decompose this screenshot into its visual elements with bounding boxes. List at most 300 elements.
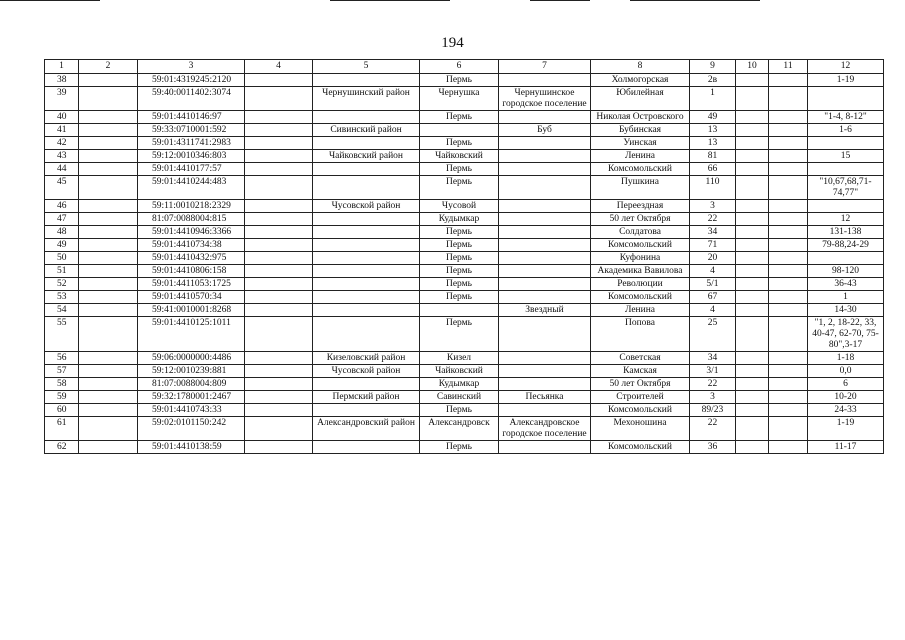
house-number-cell: 22 bbox=[690, 378, 736, 391]
column-header-10: 10 bbox=[736, 60, 769, 74]
col-4-cell bbox=[245, 441, 313, 454]
cadastral-number-cell: 59:01:4410734:38 bbox=[138, 239, 245, 252]
column-header-3: 3 bbox=[138, 60, 245, 74]
cadastral-number-cell: 59:41:0010001:8268 bbox=[138, 304, 245, 317]
col-11-cell bbox=[769, 124, 808, 137]
street-cell: Революции bbox=[591, 278, 690, 291]
col-2-cell bbox=[79, 404, 138, 417]
apartments-cell: 1 bbox=[808, 291, 884, 304]
col-4-cell bbox=[245, 417, 313, 441]
row-number-cell: 51 bbox=[45, 265, 79, 278]
locality-cell: Чернушка bbox=[420, 87, 499, 111]
row-number-cell: 57 bbox=[45, 365, 79, 378]
district-cell bbox=[313, 163, 420, 176]
col-2-cell bbox=[79, 265, 138, 278]
cadastral-number-cell: 59:01:4410138:59 bbox=[138, 441, 245, 454]
locality-cell: Пермь bbox=[420, 265, 499, 278]
col-10-cell bbox=[736, 304, 769, 317]
col-11-cell bbox=[769, 200, 808, 213]
col-4-cell bbox=[245, 213, 313, 226]
col-11-cell bbox=[769, 404, 808, 417]
house-number-cell: 66 bbox=[690, 163, 736, 176]
settlement-cell bbox=[499, 317, 591, 352]
col-11-cell bbox=[769, 137, 808, 150]
col-4-cell bbox=[245, 265, 313, 278]
settlement-cell bbox=[499, 252, 591, 265]
column-header-9: 9 bbox=[690, 60, 736, 74]
col-11-cell bbox=[769, 87, 808, 111]
cadastral-number-cell: 59:02:0101150:242 bbox=[138, 417, 245, 441]
col-4-cell bbox=[245, 352, 313, 365]
row-number-cell: 54 bbox=[45, 304, 79, 317]
apartments-cell: 0,0 bbox=[808, 365, 884, 378]
col-2-cell bbox=[79, 239, 138, 252]
house-number-cell: 13 bbox=[690, 124, 736, 137]
locality-cell bbox=[420, 124, 499, 137]
col-2-cell bbox=[79, 111, 138, 124]
col-4-cell bbox=[245, 365, 313, 378]
row-number-cell: 53 bbox=[45, 291, 79, 304]
cadastral-number-cell: 59:01:4410806:158 bbox=[138, 265, 245, 278]
col-11-cell bbox=[769, 213, 808, 226]
locality-cell: Пермь bbox=[420, 441, 499, 454]
apartments-cell bbox=[808, 137, 884, 150]
table-row bbox=[45, 391, 884, 404]
col-2-cell bbox=[79, 352, 138, 365]
table-row bbox=[45, 278, 884, 291]
col-4-cell bbox=[245, 163, 313, 176]
house-number-cell: 49 bbox=[690, 111, 736, 124]
row-number-cell: 43 bbox=[45, 150, 79, 163]
column-header-12: 12 bbox=[808, 60, 884, 74]
cadastral-number-cell: 59:01:4410743:33 bbox=[138, 404, 245, 417]
district-cell bbox=[313, 304, 420, 317]
settlement-cell bbox=[499, 150, 591, 163]
locality-cell: Пермь bbox=[420, 111, 499, 124]
table-row bbox=[45, 317, 884, 352]
cadastral-number-cell: 81:07:0088004:809 bbox=[138, 378, 245, 391]
street-cell: Куфонина bbox=[591, 252, 690, 265]
district-cell bbox=[313, 291, 420, 304]
apartments-cell: 98-120 bbox=[808, 265, 884, 278]
col-11-cell bbox=[769, 317, 808, 352]
col-10-cell bbox=[736, 200, 769, 213]
apartments-cell: 12 bbox=[808, 213, 884, 226]
row-number-cell: 49 bbox=[45, 239, 79, 252]
street-cell: Мехоношина bbox=[591, 417, 690, 441]
district-cell bbox=[313, 137, 420, 150]
locality-cell: Пермь bbox=[420, 317, 499, 352]
settlement-cell bbox=[499, 213, 591, 226]
apartments-cell: 1-6 bbox=[808, 124, 884, 137]
apartments-cell: 1-19 bbox=[808, 74, 884, 87]
district-cell bbox=[313, 265, 420, 278]
col-2-cell bbox=[79, 137, 138, 150]
settlement-cell bbox=[499, 365, 591, 378]
table-row bbox=[45, 87, 884, 111]
col-10-cell bbox=[736, 176, 769, 200]
table-row bbox=[45, 200, 884, 213]
col-10-cell bbox=[736, 239, 769, 252]
locality-cell: Пермь bbox=[420, 137, 499, 150]
street-cell: Юбилейная bbox=[591, 87, 690, 111]
settlement-cell bbox=[499, 111, 591, 124]
table-row bbox=[45, 176, 884, 200]
apartments-cell: "1, 2, 18-22, 33, 40-47, 62-70, 75-80",3-17 bbox=[808, 317, 884, 352]
col-4-cell bbox=[245, 252, 313, 265]
settlement-cell: Александровское городское поселение bbox=[499, 417, 591, 441]
col-2-cell bbox=[79, 291, 138, 304]
column-header-4: 4 bbox=[245, 60, 313, 74]
district-cell bbox=[313, 278, 420, 291]
col-4-cell bbox=[245, 111, 313, 124]
locality-cell: Пермь bbox=[420, 291, 499, 304]
col-11-cell bbox=[769, 417, 808, 441]
row-number-cell: 42 bbox=[45, 137, 79, 150]
col-11-cell bbox=[769, 391, 808, 404]
row-number-cell: 40 bbox=[45, 111, 79, 124]
settlement-cell: Буб bbox=[499, 124, 591, 137]
col-2-cell bbox=[79, 226, 138, 239]
row-number-cell: 52 bbox=[45, 278, 79, 291]
locality-cell: Чайковский bbox=[420, 150, 499, 163]
street-cell: Ленина bbox=[591, 150, 690, 163]
cadastral-number-cell: 59:01:4410946:3366 bbox=[138, 226, 245, 239]
col-2-cell bbox=[79, 278, 138, 291]
col-2-cell bbox=[79, 150, 138, 163]
col-11-cell bbox=[769, 378, 808, 391]
col-2-cell bbox=[79, 74, 138, 87]
col-2-cell bbox=[79, 417, 138, 441]
locality-cell: Кудымкар bbox=[420, 378, 499, 391]
house-number-cell: 36 bbox=[690, 441, 736, 454]
col-10-cell bbox=[736, 111, 769, 124]
col-11-cell bbox=[769, 74, 808, 87]
col-2-cell bbox=[79, 304, 138, 317]
col-2-cell bbox=[79, 163, 138, 176]
table-row bbox=[45, 74, 884, 87]
apartments-cell bbox=[808, 163, 884, 176]
apartments-cell bbox=[808, 252, 884, 265]
district-cell bbox=[313, 74, 420, 87]
cadastral-number-cell: 59:06:0000000:4486 bbox=[138, 352, 245, 365]
settlement-cell bbox=[499, 441, 591, 454]
col-4-cell bbox=[245, 304, 313, 317]
col-11-cell bbox=[769, 163, 808, 176]
district-cell bbox=[313, 252, 420, 265]
settlement-cell: Звездный bbox=[499, 304, 591, 317]
col-10-cell bbox=[736, 87, 769, 111]
row-number-cell: 41 bbox=[45, 124, 79, 137]
locality-cell: Пермь bbox=[420, 74, 499, 87]
col-4-cell bbox=[245, 137, 313, 150]
house-number-cell: 13 bbox=[690, 137, 736, 150]
cadastral-number-cell: 59:01:4410177:57 bbox=[138, 163, 245, 176]
house-number-cell: 34 bbox=[690, 352, 736, 365]
col-10-cell bbox=[736, 391, 769, 404]
col-4-cell bbox=[245, 317, 313, 352]
col-2-cell bbox=[79, 378, 138, 391]
table-row bbox=[45, 213, 884, 226]
cadastral-number-cell: 81:07:0088004:815 bbox=[138, 213, 245, 226]
house-number-cell: 1 bbox=[690, 87, 736, 111]
street-cell: Академика Вавилова bbox=[591, 265, 690, 278]
locality-cell: Пермь bbox=[420, 226, 499, 239]
col-10-cell bbox=[736, 265, 769, 278]
table-row bbox=[45, 365, 884, 378]
settlement-cell bbox=[499, 239, 591, 252]
apartments-cell: 24-33 bbox=[808, 404, 884, 417]
house-number-cell: 3/1 bbox=[690, 365, 736, 378]
row-number-cell: 39 bbox=[45, 87, 79, 111]
locality-cell bbox=[420, 304, 499, 317]
settlement-cell: Песьянка bbox=[499, 391, 591, 404]
table-row bbox=[45, 378, 884, 391]
district-cell bbox=[313, 226, 420, 239]
col-2-cell bbox=[79, 213, 138, 226]
settlement-cell bbox=[499, 226, 591, 239]
street-cell: Камская bbox=[591, 365, 690, 378]
table-row bbox=[45, 226, 884, 239]
table-row bbox=[45, 417, 884, 441]
table-row bbox=[45, 150, 884, 163]
col-2-cell bbox=[79, 252, 138, 265]
column-header-11: 11 bbox=[769, 60, 808, 74]
row-number-cell: 48 bbox=[45, 226, 79, 239]
settlement-cell: Чернушинское городское поселение bbox=[499, 87, 591, 111]
cadastral-number-cell: 59:01:4410244:483 bbox=[138, 176, 245, 200]
col-10-cell bbox=[736, 226, 769, 239]
col-4-cell bbox=[245, 278, 313, 291]
settlement-cell bbox=[499, 352, 591, 365]
col-2-cell bbox=[79, 317, 138, 352]
col-4-cell bbox=[245, 124, 313, 137]
settlement-cell bbox=[499, 378, 591, 391]
col-10-cell bbox=[736, 150, 769, 163]
street-cell: Советская bbox=[591, 352, 690, 365]
page-number: 194 bbox=[441, 35, 464, 51]
district-cell bbox=[313, 404, 420, 417]
street-cell: Попова bbox=[591, 317, 690, 352]
district-cell bbox=[313, 239, 420, 252]
apartments-cell: 15 bbox=[808, 150, 884, 163]
cadastral-number-cell: 59:40:0011402:3074 bbox=[138, 87, 245, 111]
col-11-cell bbox=[769, 150, 808, 163]
row-number-cell: 58 bbox=[45, 378, 79, 391]
col-4-cell bbox=[245, 200, 313, 213]
col-10-cell bbox=[736, 365, 769, 378]
apartments-cell bbox=[808, 87, 884, 111]
col-10-cell bbox=[736, 252, 769, 265]
register-table bbox=[44, 59, 884, 454]
col-11-cell bbox=[769, 252, 808, 265]
apartments-cell: 11-17 bbox=[808, 441, 884, 454]
col-4-cell bbox=[245, 391, 313, 404]
settlement-cell bbox=[499, 163, 591, 176]
street-cell: Комсомольский bbox=[591, 239, 690, 252]
row-number-cell: 62 bbox=[45, 441, 79, 454]
settlement-cell bbox=[499, 74, 591, 87]
locality-cell: Савинский bbox=[420, 391, 499, 404]
col-4-cell bbox=[245, 176, 313, 200]
col-11-cell bbox=[769, 291, 808, 304]
col-11-cell bbox=[769, 352, 808, 365]
house-number-cell: 5/1 bbox=[690, 278, 736, 291]
apartments-cell: 1-18 bbox=[808, 352, 884, 365]
table-row bbox=[45, 291, 884, 304]
locality-cell: Кудымкар bbox=[420, 213, 499, 226]
row-number-cell: 61 bbox=[45, 417, 79, 441]
apartments-cell: 131-138 bbox=[808, 226, 884, 239]
header-row bbox=[45, 60, 884, 74]
cadastral-number-cell: 59:01:4311741:2983 bbox=[138, 137, 245, 150]
col-11-cell bbox=[769, 265, 808, 278]
table-row bbox=[45, 352, 884, 365]
col-10-cell bbox=[736, 163, 769, 176]
apartments-cell: 36-43 bbox=[808, 278, 884, 291]
col-2-cell bbox=[79, 441, 138, 454]
col-4-cell bbox=[245, 87, 313, 111]
house-number-cell: 22 bbox=[690, 213, 736, 226]
col-10-cell bbox=[736, 352, 769, 365]
settlement-cell bbox=[499, 404, 591, 417]
cadastral-number-cell: 59:01:4319245:2120 bbox=[138, 74, 245, 87]
district-cell: Александровский район bbox=[313, 417, 420, 441]
col-10-cell bbox=[736, 441, 769, 454]
col-10-cell bbox=[736, 291, 769, 304]
street-cell: Николая Островского bbox=[591, 111, 690, 124]
street-cell: Комсомольский bbox=[591, 404, 690, 417]
row-number-cell: 45 bbox=[45, 176, 79, 200]
col-11-cell bbox=[769, 176, 808, 200]
settlement-cell bbox=[499, 137, 591, 150]
table-row bbox=[45, 124, 884, 137]
cadastral-number-cell: 59:01:4410432:975 bbox=[138, 252, 245, 265]
settlement-cell bbox=[499, 176, 591, 200]
apartments-cell: 14-30 bbox=[808, 304, 884, 317]
district-cell bbox=[313, 176, 420, 200]
col-10-cell bbox=[736, 404, 769, 417]
table-row bbox=[45, 265, 884, 278]
locality-cell: Пермь bbox=[420, 163, 499, 176]
col-10-cell bbox=[736, 124, 769, 137]
district-cell: Чусовской район bbox=[313, 200, 420, 213]
locality-cell: Пермь bbox=[420, 252, 499, 265]
house-number-cell: 89/23 bbox=[690, 404, 736, 417]
locality-cell: Пермь bbox=[420, 278, 499, 291]
col-11-cell bbox=[769, 365, 808, 378]
locality-cell: Чусовой bbox=[420, 200, 499, 213]
district-cell: Кизеловский район bbox=[313, 352, 420, 365]
col-2-cell bbox=[79, 87, 138, 111]
row-number-cell: 50 bbox=[45, 252, 79, 265]
house-number-cell: 20 bbox=[690, 252, 736, 265]
settlement-cell bbox=[499, 278, 591, 291]
locality-cell: Кизел bbox=[420, 352, 499, 365]
street-cell: Холмогорская bbox=[591, 74, 690, 87]
table-row bbox=[45, 111, 884, 124]
street-cell: Бубинская bbox=[591, 124, 690, 137]
table-row bbox=[45, 441, 884, 454]
apartments-cell: "10,67,68,71-74,77" bbox=[808, 176, 884, 200]
col-4-cell bbox=[245, 378, 313, 391]
district-cell: Сивинский район bbox=[313, 124, 420, 137]
house-number-cell: 4 bbox=[690, 265, 736, 278]
table-row bbox=[45, 163, 884, 176]
cadastral-number-cell: 59:12:0010346:803 bbox=[138, 150, 245, 163]
col-4-cell bbox=[245, 404, 313, 417]
settlement-cell bbox=[499, 265, 591, 278]
district-cell bbox=[313, 111, 420, 124]
street-cell: Пушкина bbox=[591, 176, 690, 200]
house-number-cell: 22 bbox=[690, 417, 736, 441]
settlement-cell bbox=[499, 291, 591, 304]
row-number-cell: 38 bbox=[45, 74, 79, 87]
table-row bbox=[45, 137, 884, 150]
column-header-6: 6 bbox=[420, 60, 499, 74]
street-cell: Переездная bbox=[591, 200, 690, 213]
col-11-cell bbox=[769, 278, 808, 291]
col-10-cell bbox=[736, 137, 769, 150]
column-header-1: 1 bbox=[45, 60, 79, 74]
district-cell: Чайковский район bbox=[313, 150, 420, 163]
col-10-cell bbox=[736, 74, 769, 87]
district-cell bbox=[313, 317, 420, 352]
street-cell: Солдатова bbox=[591, 226, 690, 239]
house-number-cell: 2в bbox=[690, 74, 736, 87]
settlement-cell bbox=[499, 200, 591, 213]
locality-cell: Пермь bbox=[420, 239, 499, 252]
street-cell: Комсомольский bbox=[591, 163, 690, 176]
locality-cell: Чайковский bbox=[420, 365, 499, 378]
cadastral-number-cell: 59:33:0710001:592 bbox=[138, 124, 245, 137]
top-rule bbox=[0, 0, 905, 1]
row-number-cell: 47 bbox=[45, 213, 79, 226]
row-number-cell: 44 bbox=[45, 163, 79, 176]
cadastral-number-cell: 59:01:4411053:1725 bbox=[138, 278, 245, 291]
col-11-cell bbox=[769, 239, 808, 252]
house-number-cell: 71 bbox=[690, 239, 736, 252]
locality-cell: Пермь bbox=[420, 404, 499, 417]
house-number-cell: 3 bbox=[690, 200, 736, 213]
col-2-cell bbox=[79, 391, 138, 404]
street-cell: 50 лет Октября bbox=[591, 378, 690, 391]
street-cell: Комсомольский bbox=[591, 291, 690, 304]
district-cell: Чернушинский район bbox=[313, 87, 420, 111]
col-4-cell bbox=[245, 239, 313, 252]
street-cell: 50 лет Октября bbox=[591, 213, 690, 226]
house-number-cell: 110 bbox=[690, 176, 736, 200]
table-row bbox=[45, 252, 884, 265]
district-cell bbox=[313, 378, 420, 391]
col-4-cell bbox=[245, 150, 313, 163]
house-number-cell: 3 bbox=[690, 391, 736, 404]
house-number-cell: 34 bbox=[690, 226, 736, 239]
table-row bbox=[45, 404, 884, 417]
cadastral-number-cell: 59:11:0010218:2329 bbox=[138, 200, 245, 213]
col-2-cell bbox=[79, 365, 138, 378]
cadastral-number-cell: 59:32:1780001:2467 bbox=[138, 391, 245, 404]
street-cell: Комсомольский bbox=[591, 441, 690, 454]
house-number-cell: 81 bbox=[690, 150, 736, 163]
col-11-cell bbox=[769, 111, 808, 124]
col-4-cell bbox=[245, 291, 313, 304]
district-cell bbox=[313, 441, 420, 454]
row-number-cell: 59 bbox=[45, 391, 79, 404]
column-header-5: 5 bbox=[313, 60, 420, 74]
apartments-cell bbox=[808, 200, 884, 213]
column-header-8: 8 bbox=[591, 60, 690, 74]
